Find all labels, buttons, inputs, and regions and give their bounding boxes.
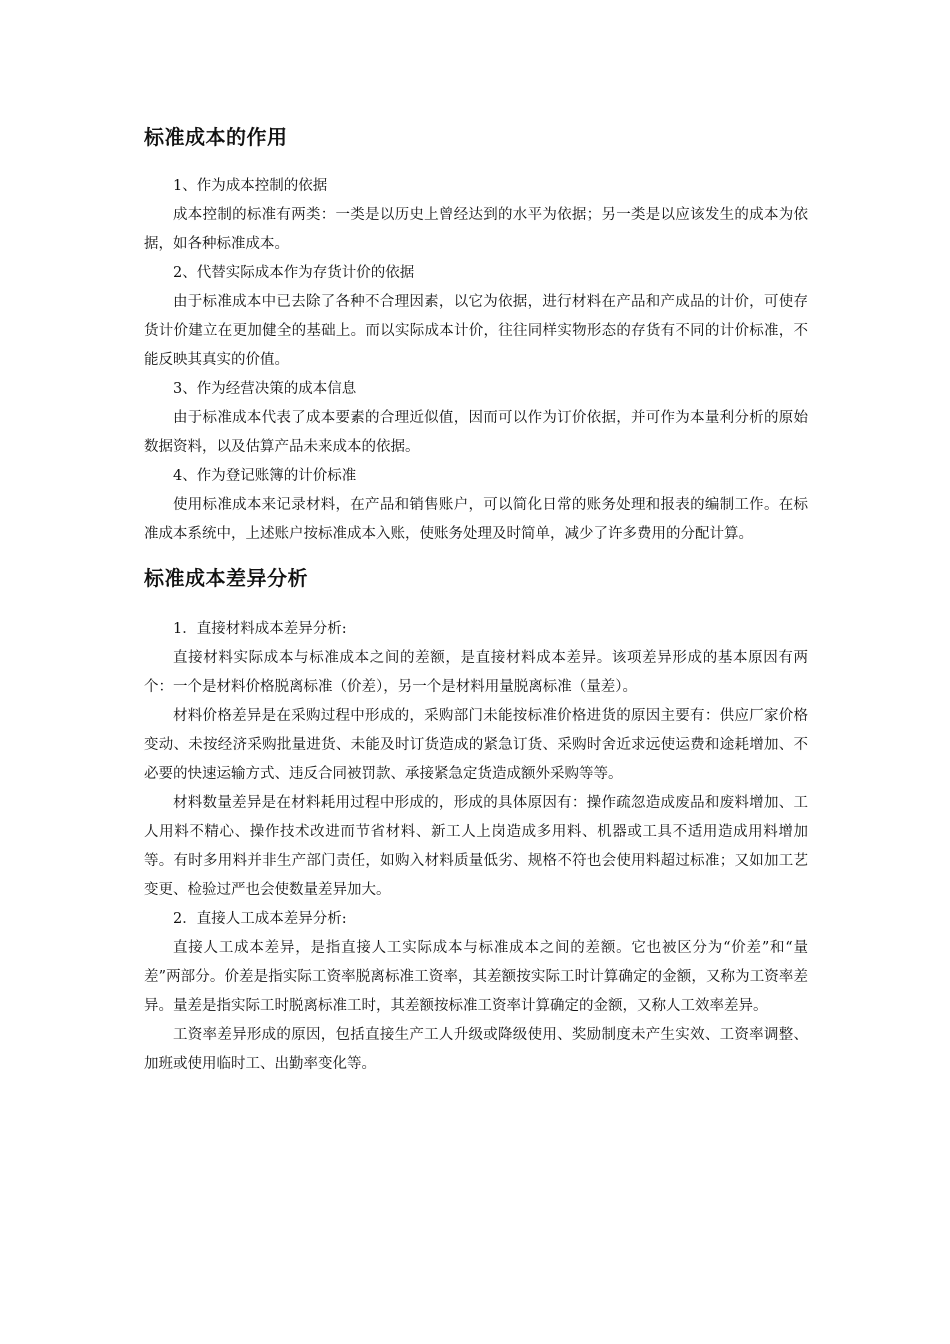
list-item-2: 2．直接人工成本差异分析:	[173, 911, 347, 927]
section-heading-standard-cost-role: 标准成本的作用	[144, 125, 288, 149]
paragraph: 直接人工成本差异，是指直接人工实际成本与标准成本之间的差额。它也被区分为“价差”和“量差”两部分。价差是指实际工资率脱离标准工资率，其差额按实际工时计算确定的金额，又称为工资率差异。量差是指实际工时脱离标准工时，其差额按标准工资率计算确定的金额，又称人工效率差异。	[144, 940, 808, 1014]
paragraph: 直接材料实际成本与标准成本之间的差额，是直接材料成本差异。该项差异形成的基本原因有两个：一个是材料价格脱离标准（价差），另一个是材料用量脱离标准（量差）。	[144, 650, 808, 695]
section-heading-variance-analysis: 标准成本差异分析	[144, 566, 308, 590]
paragraph: 材料价格差异是在采购过程中形成的，采购部门未能按标准价格进货的原因主要有：供应厂家价格变动、未按经济采购批量进货、未能及时订货造成的紧急订货、采购时舍近求远使运费和途耗增加、不必要的快速运输方式、违反合同被罚款、承接紧急定货造成额外采购等等。	[144, 708, 808, 782]
paragraph: 工资率差异形成的原因，包括直接生产工人升级或降级使用、奖励制度未产生实效、工资率调整、加班或使用临时工、出勤率变化等。	[144, 1027, 808, 1072]
paragraph: 成本控制的标准有两类：一类是以历史上曾经达到的水平为依据；另一类是以应该发生的成本为依据，如各种标准成本。	[144, 207, 808, 252]
list-item-1: 1．直接材料成本差异分析:	[173, 621, 347, 637]
paragraph: 由于标准成本中已去除了各种不合理因素，以它为依据，进行材料在产品和产成品的计价，可使存货计价建立在更加健全的基础上。而以实际成本计价，往往同样实物形态的存货有不同的计价标准，不能反映其真实的价值。	[144, 294, 808, 368]
list-item-1: 1、作为成本控制的依据	[173, 178, 328, 194]
document-body	[144, 120, 808, 1079]
paragraph: 使用标准成本来记录材料，在产品和销售账户，可以简化日常的账务处理和报表的编制工作。在标准成本系统中，上述账户按标准成本入账，使账务处理及时简单，减少了许多费用的分配计算。	[144, 497, 808, 542]
list-item-3: 3、作为经营决策的成本信息	[173, 381, 357, 397]
paragraph: 由于标准成本代表了成本要素的合理近似值，因而可以作为订价依据，并可作为本量利分析的原始数据资料，以及估算产品未来成本的依据。	[144, 410, 808, 455]
list-item-4: 4、作为登记账簿的计价标准	[173, 468, 357, 484]
paragraph: 材料数量差异是在材料耗用过程中形成的，形成的具体原因有：操作疏忽造成废品和废料增加、工人用料不精心、操作技术改进而节省材料、新工人上岗造成多用料、机器或工具不适用造成用料增加等。有时多用料并非生产部门责任，如购入材料质量低劣、规格不符也会使用料超过标准；又如加工艺变更、检验过严也会使数量差异加大。	[144, 795, 808, 898]
list-item-2: 2、代替实际成本作为存货计价的依据	[173, 265, 415, 281]
